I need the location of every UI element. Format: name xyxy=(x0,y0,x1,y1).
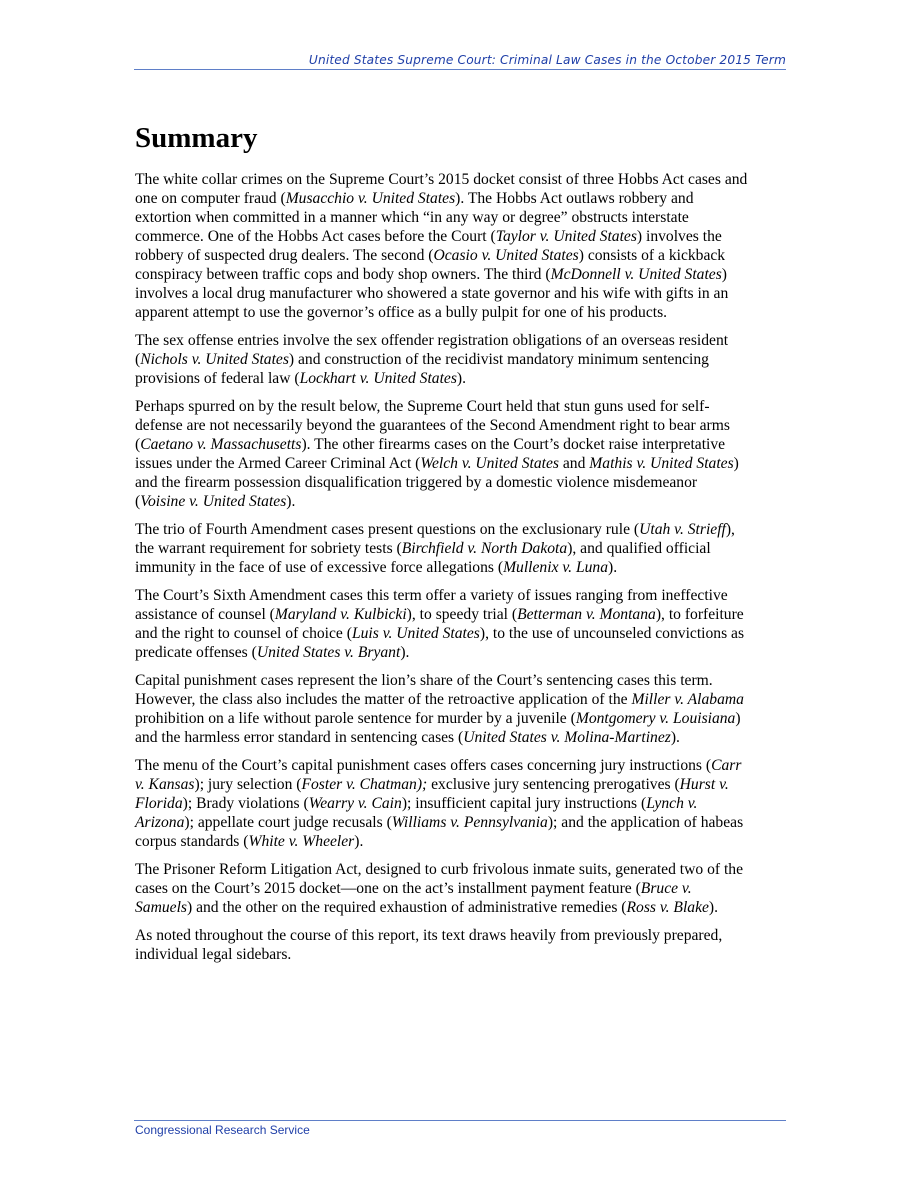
text-run: ). xyxy=(354,833,364,850)
text-run: extortion when committed in a manner which “in any way or degree” obstructs interstate xyxy=(135,209,689,226)
case-citation: Caetano v. Massachusetts xyxy=(140,436,302,453)
case-citation: Mathis v. United States xyxy=(589,455,734,472)
case-citation: Foster v. Chatman); xyxy=(301,776,428,793)
text-run: ); jury selection ( xyxy=(194,776,302,793)
summary-body xyxy=(135,170,791,973)
text-run: ). The Hobbs Act outlaws robbery and xyxy=(455,190,694,207)
summary-paragraph xyxy=(135,331,791,388)
case-citation: Nichols v. United States xyxy=(140,351,289,368)
text-run: ), to speedy trial ( xyxy=(406,606,518,623)
text-run: ) and construction of the recidivist mandatory minimum sentencing xyxy=(288,351,709,368)
text-run: immunity in the face of use of excessive force allegations ( xyxy=(135,559,504,576)
case-citation: Samuels xyxy=(135,899,187,916)
text-run: As noted throughout the course of this report, its text draws heavily from previously prepared, xyxy=(135,927,723,944)
text-run: ( xyxy=(135,493,141,510)
text-run: ); and the application of habeas xyxy=(547,814,744,831)
text-run: ( xyxy=(135,351,141,368)
text-run: provisions of federal law ( xyxy=(135,370,300,387)
text-run: Perhaps spurred on by the result below, the Supreme Court held that stun guns used for self- xyxy=(135,398,710,415)
summary-paragraph xyxy=(135,397,791,511)
text-run: prohibition on a life without parole sentence for murder by a juvenile ( xyxy=(135,710,576,727)
text-run: The sex offense entries involve the sex offender registration obligations of an overseas resident xyxy=(135,332,729,349)
text-run: The white collar crimes on the Supreme Court’s 2015 docket consist of three Hobbs Act cases and xyxy=(135,171,748,188)
footer-rule xyxy=(134,1120,786,1121)
case-citation: Maryland v. Kulbicki xyxy=(274,606,407,623)
case-citation: Welch v. United States xyxy=(420,455,559,472)
case-citation: McDonnell v. United States xyxy=(550,266,722,283)
footer-org: Congressional Research Service xyxy=(135,1123,310,1137)
text-run: defense are not necessarily beyond the guarantees of the Second Amendment right to bear arms xyxy=(135,417,730,434)
header-rule xyxy=(134,69,786,70)
text-run: ) and the other on the required exhaustion of administrative remedies ( xyxy=(186,899,627,916)
text-run: ); appellate court judge recusals ( xyxy=(184,814,392,831)
case-citation: Birchfield v. North Dakota xyxy=(401,540,568,557)
text-run: ) involves the xyxy=(636,228,722,245)
case-citation: White v. Wheeler xyxy=(248,833,355,850)
text-run: issues under the Armed Career Criminal Act ( xyxy=(135,455,421,472)
text-run: robbery of suspected drug dealers. The second ( xyxy=(135,247,434,264)
text-run: ( xyxy=(135,436,141,453)
text-run: involves a local drug manufacturer who showered a state governor and his wife with gifts in an xyxy=(135,285,729,302)
running-header: United States Supreme Court: Criminal Law Cases in the October 2015 Term xyxy=(308,53,786,67)
case-citation: Arizona xyxy=(135,814,185,831)
text-run: ) xyxy=(733,455,739,472)
text-run: and the right to counsel of choice ( xyxy=(135,625,352,642)
text-run: ). xyxy=(456,370,467,387)
text-run: corpus standards ( xyxy=(135,833,249,850)
summary-paragraph xyxy=(135,586,791,662)
text-run: ) xyxy=(721,266,727,283)
text-run: Capital punishment cases represent the lion’s share of the Court’s sentencing cases this term. xyxy=(135,672,713,689)
text-run: ) xyxy=(735,710,741,727)
text-run: and the harmless error standard in sentencing cases ( xyxy=(135,729,464,746)
summary-paragraph xyxy=(135,671,791,747)
text-run: ). xyxy=(608,559,618,576)
text-run: one on computer fraud ( xyxy=(135,190,286,207)
case-citation: Betterman v. Montana xyxy=(517,606,656,623)
summary-paragraph xyxy=(135,860,791,917)
case-citation: v. Kansas xyxy=(135,776,195,793)
text-run: conspiracy between traffic cops and body shop owners. The third ( xyxy=(135,266,551,283)
case-citation: Hurst v. xyxy=(679,776,729,793)
section-title: Summary xyxy=(135,122,258,154)
case-citation: Lynch v. xyxy=(646,795,698,812)
case-citation: Florida xyxy=(135,795,183,812)
case-citation: United States v. Molina-Martinez xyxy=(463,729,671,746)
text-run: ). xyxy=(286,493,296,510)
summary-paragraph xyxy=(135,926,791,964)
text-run: ); Brady violations ( xyxy=(182,795,309,812)
text-run: assistance of counsel ( xyxy=(135,606,275,623)
case-citation: Miller v. Alabama xyxy=(631,691,744,708)
text-run: and xyxy=(558,455,590,472)
case-citation: Musacchio v. United States xyxy=(285,190,456,207)
text-run: the warrant requirement for sobriety tests ( xyxy=(135,540,402,557)
summary-paragraph xyxy=(135,520,791,577)
case-citation: Montgomery v. Louisiana xyxy=(575,710,736,727)
text-run: ); insufficient capital jury instructions ( xyxy=(401,795,647,812)
text-run: The Court’s Sixth Amendment cases this term offer a variety of issues ranging from ineffective xyxy=(135,587,728,604)
text-run: ), and qualified official xyxy=(567,540,711,557)
text-run: and the firearm possession disqualification triggered by a domestic violence misdemeanor xyxy=(135,474,698,491)
text-run: commerce. One of the Hobbs Act cases before the Court ( xyxy=(135,228,496,245)
case-citation: United States v. Bryant xyxy=(256,644,401,661)
text-run: However, the class also includes the matter of the retroactive application of the xyxy=(135,691,632,708)
case-citation: Bruce v. xyxy=(640,880,692,897)
text-run: ). xyxy=(400,644,410,661)
text-run: cases on the Court’s 2015 docket—one on the act’s installment payment feature ( xyxy=(135,880,641,897)
text-run: exclusive jury sentencing prerogatives ( xyxy=(427,776,680,793)
text-run: ), to the use of uncounseled convictions as xyxy=(479,625,745,642)
case-citation: Utah v. Strieff xyxy=(639,521,726,538)
case-citation: Ocasio v. United States xyxy=(433,247,579,264)
case-citation: Ross v. Blake xyxy=(626,899,709,916)
case-citation: Lockhart v. United States xyxy=(299,370,457,387)
case-citation: Taylor v. United States xyxy=(495,228,637,245)
text-run: predicate offenses ( xyxy=(135,644,257,661)
summary-paragraph xyxy=(135,170,791,322)
text-run: The Prisoner Reform Litigation Act, designed to curb frivolous inmate suits, generated two of the xyxy=(135,861,744,878)
text-run: ), to forfeiture xyxy=(655,606,744,623)
case-citation: Carr xyxy=(711,757,742,774)
text-run: ) consists of a kickback xyxy=(578,247,726,264)
text-run: ). The other firearms cases on the Court’s docket raise interpretative xyxy=(301,436,726,453)
text-run: ). xyxy=(708,899,719,916)
text-run: apparent attempt to use the governor’s office as a bully pulpit for one of his products. xyxy=(135,304,668,321)
text-run: ). xyxy=(670,729,680,746)
text-run: The trio of Fourth Amendment cases present questions on the exclusionary rule ( xyxy=(135,521,640,538)
case-citation: Voisine v. United States xyxy=(140,493,287,510)
case-citation: Wearry v. Cain xyxy=(308,795,402,812)
case-citation: Luis v. United States xyxy=(351,625,480,642)
case-citation: Williams v. Pennsylvania xyxy=(391,814,548,831)
text-run: individual legal sidebars. xyxy=(135,946,292,963)
case-citation: Mullenix v. Luna xyxy=(503,559,609,576)
summary-paragraph xyxy=(135,756,791,851)
text-run: The menu of the Court’s capital punishment cases offers cases concerning jury instructions ( xyxy=(135,757,712,774)
text-run: ), xyxy=(725,521,735,538)
